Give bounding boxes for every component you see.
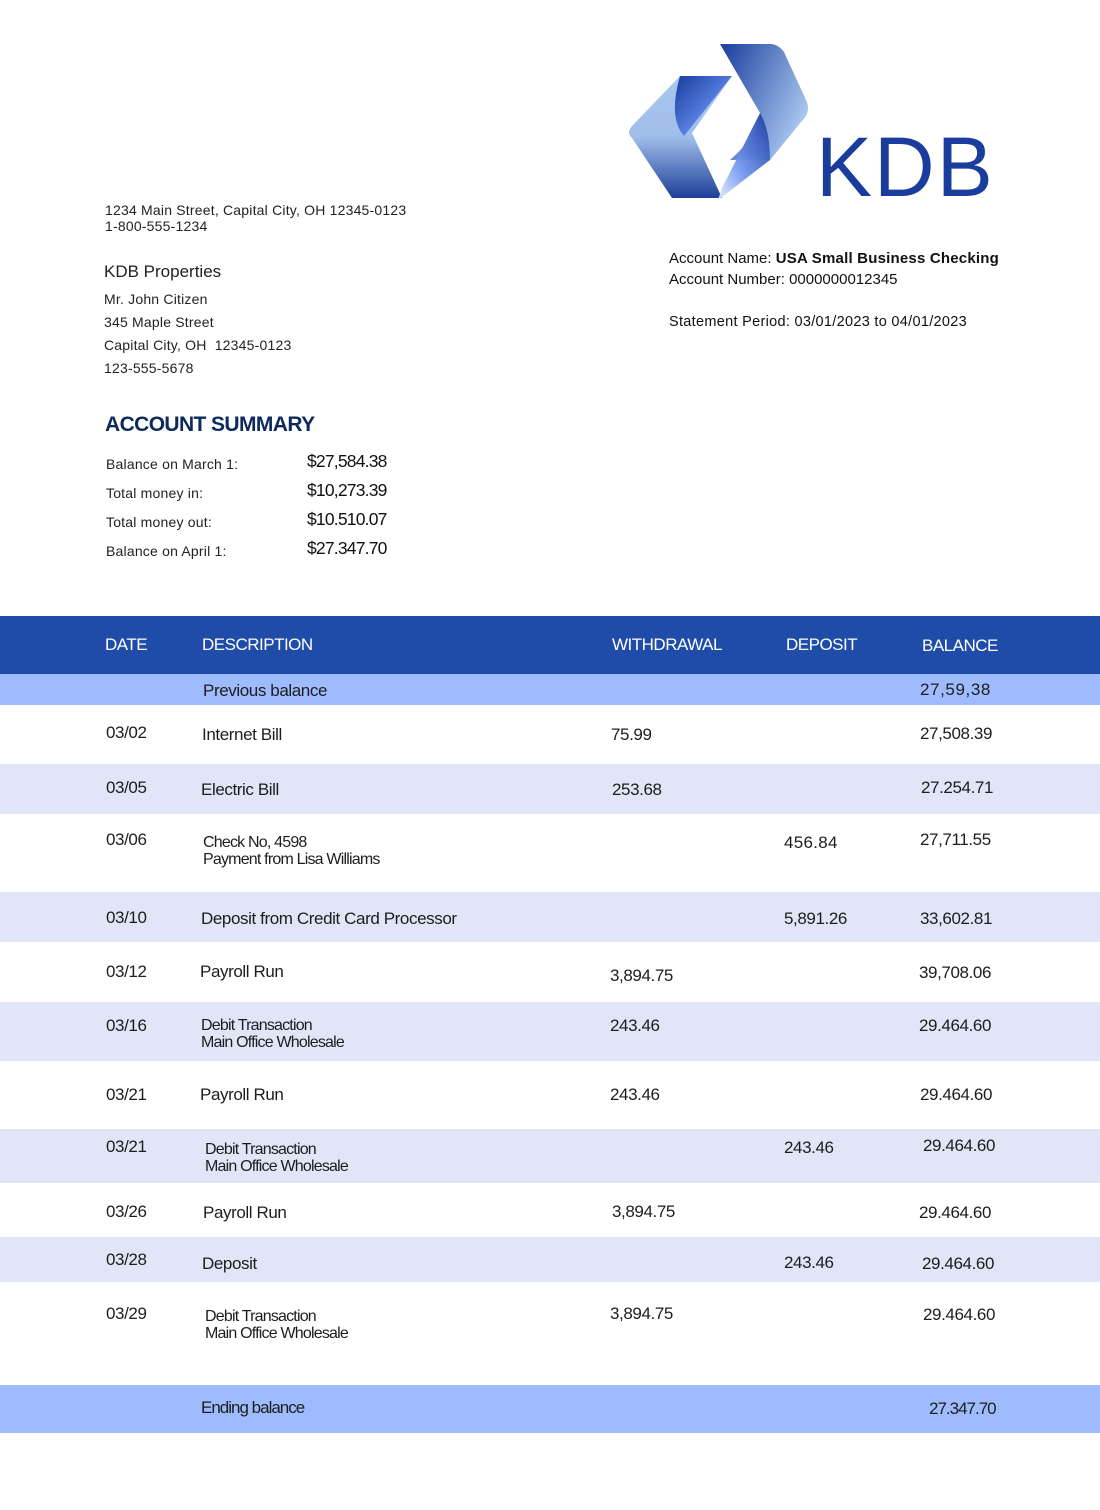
summary-value: $10.510.07: [307, 509, 387, 529]
column-header-withdrawal: WITHDRAWAL: [612, 635, 722, 654]
summary-label: Balance on April 1:: [106, 543, 227, 559]
row-date: 03/06: [106, 830, 147, 849]
row-description: Payroll Run: [203, 1203, 287, 1222]
row-balance: 33,602.81: [920, 909, 993, 928]
table-row: [0, 1237, 1100, 1282]
account-number: [669, 269, 999, 290]
statement-period: Statement Period: 03/01/2023 to 04/01/2023: [669, 314, 967, 330]
recipient-street: 345 Maple Street: [104, 314, 214, 330]
bank-logo: [620, 38, 1010, 208]
recipient-phone: 123-555-5678: [104, 360, 194, 376]
row-balance: 29.464.60: [923, 1305, 996, 1324]
sender-phone: 1-800-555-1234: [105, 218, 208, 234]
row-withdrawal: 253.68: [612, 780, 662, 799]
row-withdrawal: 243.46: [610, 1016, 660, 1035]
row-balance: 27,508.39: [920, 724, 993, 743]
table-row: [0, 1183, 1100, 1237]
recipient-name: Mr. John Citizen: [104, 291, 208, 307]
row-balance: 27.254.71: [921, 778, 994, 797]
row-date: 03/21: [106, 1137, 147, 1156]
previous-balance-label: Previous balance: [203, 681, 328, 700]
row-balance: 29.464.60: [923, 1136, 996, 1155]
account-info: [669, 248, 999, 290]
row-date: 03/02: [106, 723, 147, 742]
table-row: [0, 705, 1100, 764]
row-balance: 29.464.60: [919, 1203, 992, 1222]
recipient-company: KDB Properties: [104, 262, 222, 281]
column-header-deposit: DEPOSIT: [786, 635, 858, 654]
row-balance: 39,708.06: [919, 963, 992, 982]
row-date: 03/28: [106, 1250, 147, 1269]
row-description: Internet Bill: [202, 725, 282, 744]
row-withdrawal: 75.99: [611, 725, 652, 744]
recipient-block: [104, 262, 291, 380]
row-description: Debit Transaction: [201, 1017, 312, 1034]
row-date: 03/26: [106, 1202, 147, 1221]
summary-row: [106, 451, 406, 480]
table-row: [0, 1282, 1100, 1385]
account-number-label: Account Number:: [669, 271, 790, 288]
table-row: [0, 1129, 1100, 1183]
row-withdrawal: 243.46: [610, 1085, 660, 1104]
previous-balance-value: 27,59,38: [920, 680, 991, 699]
row-date: 03/29: [106, 1304, 147, 1323]
summary-value: $27.347.70: [307, 538, 387, 558]
summary-label: Total money in:: [106, 485, 204, 501]
column-header-description: DESCRIPTION: [202, 635, 313, 654]
summary-label: Total money out:: [106, 514, 212, 530]
table-row: [0, 814, 1100, 892]
row-date: 03/12: [106, 962, 147, 981]
row-description: Payroll Run: [200, 962, 284, 981]
account-number-value: 0000000012345: [789, 271, 898, 288]
row-date: 03/10: [106, 908, 147, 927]
row-description-line2: Main Office Wholesale: [205, 1158, 348, 1175]
row-description: Check No, 4598: [203, 834, 307, 851]
account-name: [669, 248, 999, 269]
column-header-date: DATE: [105, 635, 148, 654]
row-description-line2: Main Office Wholesale: [205, 1325, 348, 1342]
table-row: [0, 942, 1100, 1002]
row-description: Deposit from Credit Card Processor: [201, 909, 457, 928]
sender-address: 1234 Main Street, Capital City, OH 12345-0123: [105, 202, 407, 218]
account-name-label: Account Name:: [669, 250, 776, 267]
row-description: Deposit: [202, 1254, 257, 1273]
row-deposit: 243.46: [784, 1138, 834, 1157]
ending-balance-row: [0, 1385, 1100, 1433]
sender-block: [105, 202, 406, 234]
summary-label: Balance on March 1:: [106, 456, 239, 472]
previous-balance-row: [0, 674, 1100, 705]
row-description: Electric Bill: [201, 780, 279, 799]
table-row: [0, 1061, 1100, 1129]
row-description: Debit Transaction: [205, 1308, 316, 1325]
row-balance: 29.464.60: [919, 1016, 992, 1035]
transactions-table-header: [0, 616, 1100, 674]
ribbon-diamond-logo-icon: [620, 38, 1010, 208]
account-name-value: USA Small Business Checking: [775, 250, 999, 267]
row-description-line2: Payment from Lisa Williams: [203, 851, 380, 868]
row-deposit: 5,891.26: [784, 909, 847, 928]
summary-value: $10,273.39: [307, 480, 387, 500]
table-row: [0, 764, 1100, 814]
row-date: 03/16: [106, 1016, 147, 1035]
column-header-balance: BALANCE: [922, 636, 998, 655]
row-withdrawal: 3,894.75: [610, 966, 673, 985]
summary-row: [106, 509, 406, 538]
summary-row: [106, 538, 406, 567]
bank-name-wordmark: KDB: [816, 120, 995, 208]
row-description-line2: Main Office Wholesale: [201, 1034, 344, 1051]
row-description: Debit Transaction: [205, 1141, 316, 1158]
summary-value: $27,584.38: [307, 451, 387, 471]
account-summary-title: ACCOUNT SUMMARY: [105, 413, 315, 436]
ending-balance-label: Ending balance: [201, 1398, 305, 1417]
row-balance: 29.464.60: [922, 1254, 995, 1273]
table-row: [0, 1002, 1100, 1061]
row-balance: 27,711.55: [920, 830, 991, 849]
row-date: 03/21: [106, 1085, 147, 1104]
table-row: [0, 892, 1100, 942]
ending-balance-value: 27.347.70: [929, 1399, 996, 1418]
summary-row: [106, 480, 406, 509]
row-date: 03/05: [106, 778, 147, 797]
recipient-city: Capital City, OH 12345-0123: [104, 337, 292, 353]
row-withdrawal: 3,894.75: [612, 1202, 675, 1221]
row-balance: 29.464.60: [920, 1085, 993, 1104]
row-deposit: 456.84: [784, 833, 838, 852]
row-withdrawal: 3,894.75: [610, 1304, 673, 1323]
row-description: Payroll Run: [200, 1085, 284, 1104]
row-deposit: 243.46: [784, 1253, 834, 1272]
